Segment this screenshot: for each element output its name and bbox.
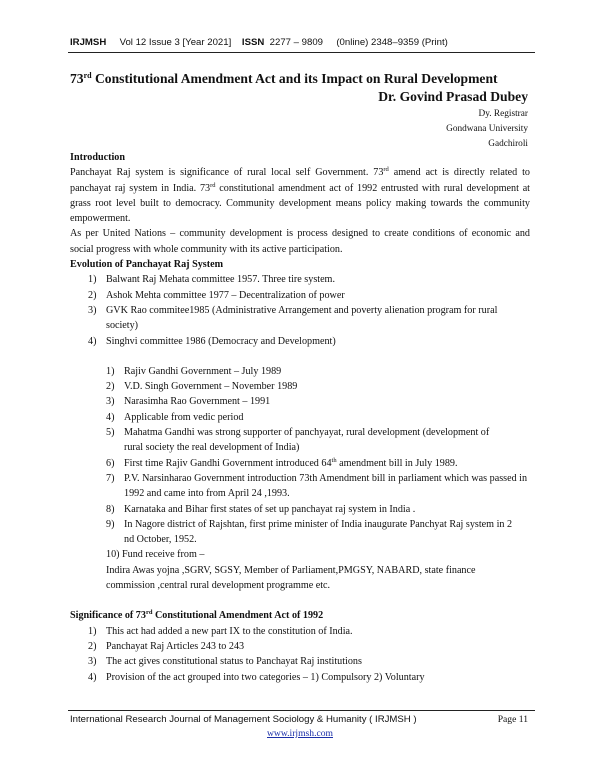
list-item: 1) Balwant Raj Mehata committee 1957. Three tire system. [88, 274, 335, 286]
footer-url-container [0, 728, 600, 739]
fund-sources: Indira Awas yojna ,SGRV, SGSY, Member of Parliament,PMGSY, NABARD, state finance commission ,central rural development programme etc. [106, 564, 476, 592]
author-university: Gondwana University [446, 124, 528, 134]
spacer [70, 593, 530, 608]
issn-online-print: (0nline) 2348–9359 (Print) [336, 37, 448, 48]
author-location: Gadchiroli [488, 139, 528, 149]
evolution-heading: Evolution of Panchayat Raj System [70, 259, 224, 271]
list-item: 2) V.D. Singh Government – November 1989 [106, 381, 298, 393]
list-item: 2) Panchayat Raj Articles 243 to 243 [88, 640, 245, 652]
list-item: 5) Mahatma Gandhi was strong supporter of panchyayat, rural development (development of rural society the real development of India) [106, 427, 490, 454]
list-item: 4) Applicable from vedic period [106, 411, 244, 423]
introduction-paragraph-1: Panchayat Raj system is significance of rural local self Government. 73rd amend act is directly related to panchayat raj system in India. 73rd constitutional amendment act of 1992 entrusted with rural development at grass root level built to democracy. Community development means policy making towards the community empowerment. [70, 166, 530, 225]
introduction-paragraph-2: As per United Nations – community development is process designed to create conditions of economic and social progress with whole community with its active participation. [70, 228, 530, 255]
list-item: 6) First time Rajiv Gandhi Government introduced 64th amendment bill in July 1989. [106, 456, 458, 469]
volume-info: Vol 12 Issue 3 [Year 2021] [119, 37, 232, 48]
author-position: Dy. Registrar [478, 109, 528, 119]
list-item: 2) Ashok Mehta committee 1977 – Decentralization of power [88, 289, 345, 301]
list-item: 8) Karnataka and Bihar first states of set up panchayat raj system in India . [106, 503, 416, 515]
issn-label: ISSN [241, 37, 265, 48]
issn-number: 2277 – 9809 [269, 37, 324, 48]
spacer [70, 349, 530, 364]
page-number: Page 11 [497, 714, 528, 725]
list-item: 7) P.V. Narsinharao Government introduction 73th Amendment bill in parliament which was passed in 1992 and came into from April 24 ,1993. [106, 472, 528, 500]
events-list [70, 364, 530, 548]
footer-journal-name: International Research Journal of Management Sociology & Humanity ( IRJMSH ) [70, 714, 417, 725]
list-item: 9) In Nagore district of Rajshtan, first prime minister of India inaugurate Panchyat Raj system in 2 nd October, 1952. [106, 518, 513, 546]
list-item: 3) GVK Rao commitee1985 (Administrative Arrangement and poverty alienation program for rural society) [88, 304, 498, 332]
journal-abbrev: IRJMSH [70, 37, 107, 48]
list-item: 1) Rajiv Gandhi Government – July 1989 [106, 365, 282, 377]
introduction-heading: Introduction [70, 152, 125, 163]
running-header [70, 37, 448, 48]
list-item: 4) Provision of the act grouped into two categories – 1) Compulsory 2) Voluntary [88, 671, 425, 683]
footer-divider [68, 710, 535, 711]
list-item: 4) Singhvi committee 1986 (Democracy and Development) [88, 335, 336, 347]
significance-list [70, 624, 530, 685]
list-item: 3) Narasimha Rao Government – 1991 [106, 396, 271, 408]
significance-heading: Significance of 73rd Constitutional Amendment Act of 1992 [70, 609, 324, 622]
evolution-list [70, 272, 530, 348]
article-body [70, 150, 530, 685]
fund-item: 10) Fund receive from – [106, 549, 205, 561]
author-name: Dr. Govind Prasad Dubey [378, 89, 528, 104]
list-item: 1) This act had added a new part IX to the constitution of India. [88, 625, 353, 637]
list-item: 3) The act gives constitutional status to Panchayat Raj institutions [88, 656, 362, 668]
journal-website-link[interactable]: www.irjmsh.com [267, 728, 333, 739]
article-title: 73rd Constitutional Amendment Act and its Impact on Rural Development [70, 71, 498, 86]
header-divider [68, 52, 535, 53]
